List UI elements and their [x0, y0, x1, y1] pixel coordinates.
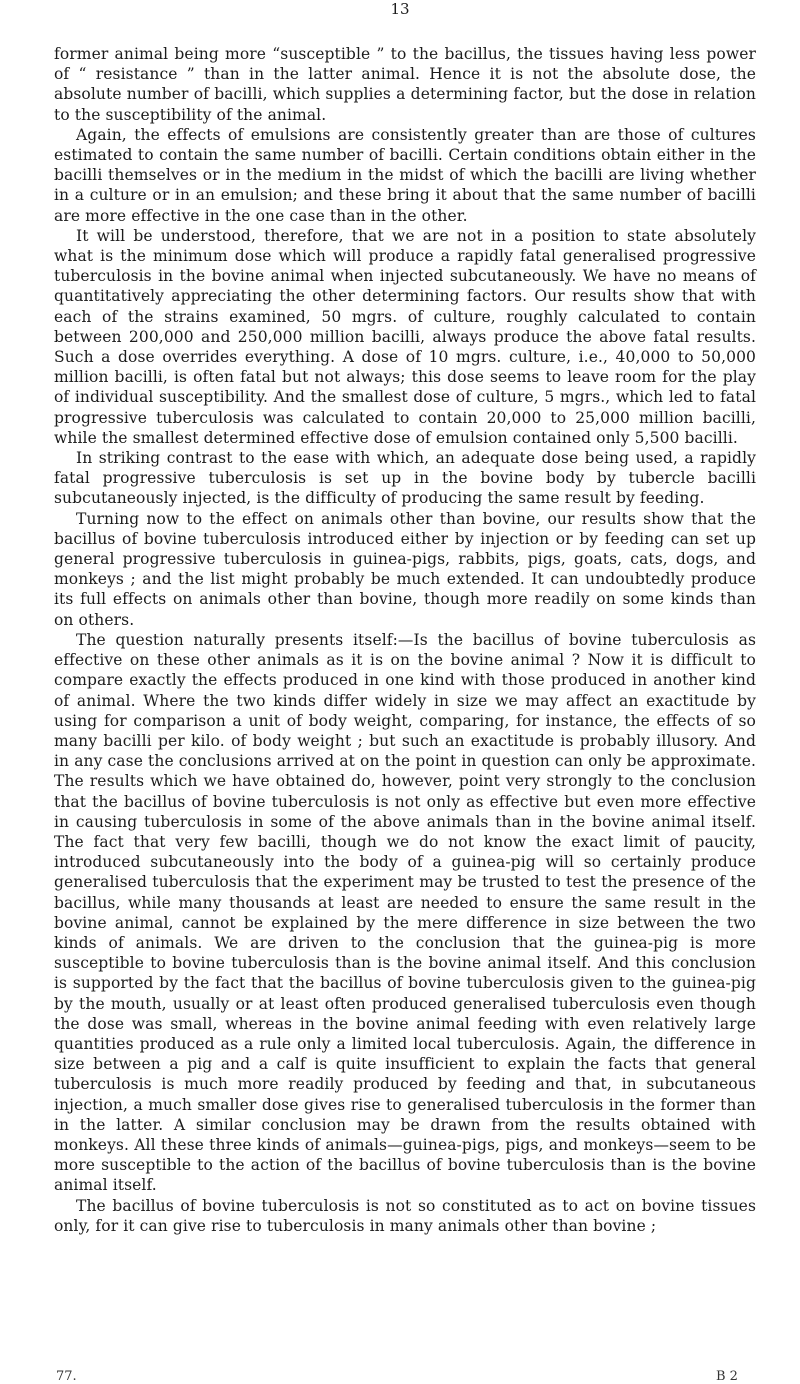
- paragraph-4: In striking contrast to the ease with which, an adequate dose being used, a rapidly fatal progressive tuberculosis is set up in the bovine body by tubercle bacilli subcutaneously injected, is the difficulty of producing the same result by feeding.: [54, 449, 756, 508]
- paragraph-7: The bacillus of bovine tuberculosis is not so constituted as to act on bovine tissues only, for it can give rise to tuberculosis in many animals other than bovine ;: [54, 1196, 756, 1235]
- paragraph-1: former animal being more “susceptible ” to the bacillus, the tissues having less power of “ resistance ” than in the latter animal. Hence it is not the absolute dose, the absolute number of bacilli, which supplies a determining factor, but the dose in relation to the susceptibility of the animal.: [54, 45, 756, 124]
- footer-signature-mark: B 2: [716, 1369, 738, 1384]
- paragraph-3: It will be understood, therefore, that we are not in a position to state absolutely what is the minimum dose which will produce a rapidly fatal generalised progressive tuberculosis in the bovine animal when injected subcutaneously. We have no means of quantitatively appreciating the other determining factors. Our results show that with each of the strains examined, 50 mgrs. of culture, roughly calculated to contain between 200,000 and 250,000 million bacilli, always produce the above fatal results. Such a dose overrides everything. A dose of 10 mgrs. culture, i.e., 40,000 to 50,000 million bacilli, is often fatal but not always; this dose seems to leave room for the play of individual susceptibility. And the smallest dose of culture, 5 mgrs., which led to fatal progressive tuberculosis was calculated to contain 20,000 to 25,000 million bacilli, while the smallest determined effective dose of emulsion contained only 5,500 bacilli.: [54, 226, 756, 447]
- page-footer: [0, 1370, 800, 1384]
- body-text: [54, 44, 756, 1236]
- paragraph-2: Again, the effects of emulsions are consistently greater than are those of cultures estimated to contain the same number of bacilli. Certain conditions obtain either in the bacilli themselves or in the medium in the midst of which the bacilli are living whether in a culture or in an emulsion; and these bring it about that the same number of bacilli are more effective in the one case than in the other.: [54, 125, 756, 225]
- page-number: 13: [390, 0, 410, 18]
- paragraph-5: Turning now to the effect on animals other than bovine, our results show that the bacillus of bovine tuberculosis introduced either by injection or by feeding can set up general progressive tuberculosis in guinea-pigs, rabbits, pigs, goats, cats, dogs, and monkeys ; and the list might probably be much extended. It can undoubtedly produce its full effects on animals other than bovine, though more readily on some kinds than on others.: [54, 509, 756, 629]
- footer-report-number: 77.: [56, 1369, 77, 1384]
- paragraph-6: The question naturally presents itself:—Is the bacillus of bovine tuberculosis as effective on these other animals as it is on the bovine animal ? Now it is difficult to compare exactly the effects produced in one kind with those produced in another kind of animal. Where the two kinds differ widely in size we may affect an exactitude by using for comparison a unit of body weight, comparing, for instance, the effects of so many bacilli per kilo. of body weight ; but such an exactitude is probably illusory. And in any case the conclusions arrived at on the point in question can only be approximate. The results which we have obtained do, however, point very strongly to the conclusion that the bacillus of bovine tuberculosis is not only as effective but even more effective in causing tuberculosis in some of the above animals than in the bovine animal itself. The fact that very few bacilli, though we do not know the exact limit of paucity, introduced subcutaneously into the body of a guinea-pig will so certainly produce generalised tuberculosis that the experiment may be trusted to test the presence of the bacillus, while many thousands at least are needed to ensure the same result in the bovine animal, cannot be explained by the mere difference in size between the two kinds of animals. We are driven to the conclusion that the guinea-pig is more susceptible to bovine tuberculosis than is the bovine animal itself. And this conclusion is supported by the fact that the bacillus of bovine tuberculosis given to the guinea-pig by the mouth, usually or at least often produced generalised tuberculosis even though the dose was small, whereas in the bovine animal feeding with even relatively large quantities produced as a rule only a limited local tuberculosis. Again, the difference in size between a pig and a calf is quite insufficient to explain the facts that general tuberculosis is much more readily produced by feeding and that, in subcutaneous injection, a much smaller dose gives rise to generalised tuberculosis in the former than in the latter. A similar conclusion may be drawn from the results obtained with monkeys. All these three kinds of animals—guinea-pigs, pigs, and monkeys—seem to be more susceptible to the action of the bacillus of bovine tuberculosis than is the bovine animal itself.: [54, 630, 756, 1195]
